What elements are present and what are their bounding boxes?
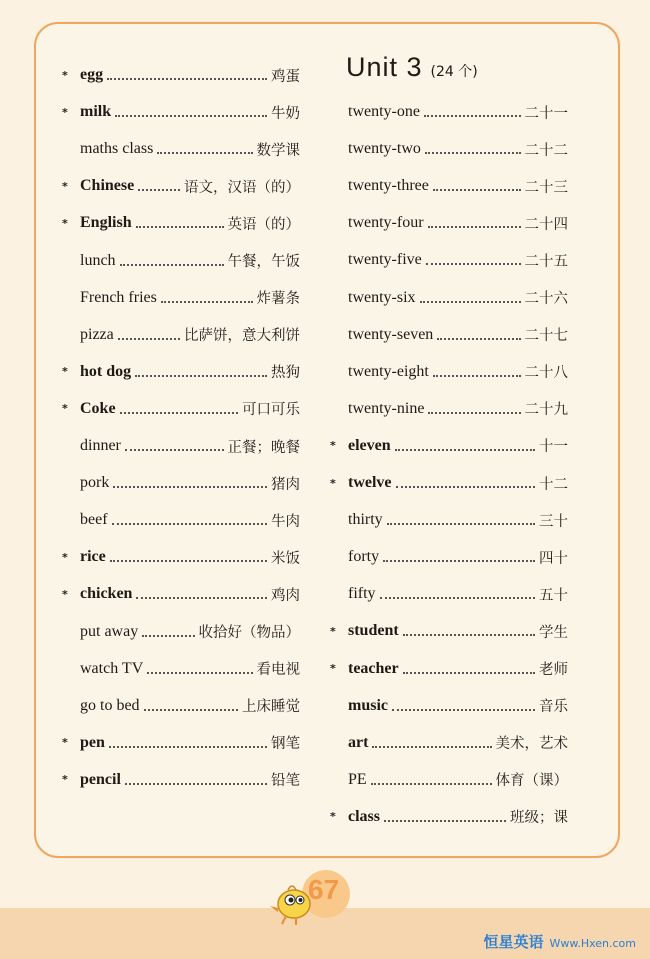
vocab-meaning: 鸡蛋 [271, 68, 300, 85]
required-word-star-icon: * [62, 365, 68, 379]
vocab-word: egg [80, 66, 104, 83]
vocab-entry [330, 99, 568, 125]
vocab-word: art [348, 733, 369, 751]
vocab-meaning: 牛肉 [271, 513, 300, 530]
vocab-word: chicken [80, 585, 133, 603]
dotted-leader [384, 820, 506, 822]
vocab-entry [62, 136, 300, 162]
vocab-entry [62, 433, 300, 459]
vocab-meaning: 午餐，午饭 [227, 254, 300, 270]
vocab-word: hot dog [80, 362, 132, 380]
dotted-leader [135, 375, 267, 377]
dotted-leader [403, 634, 535, 636]
vocab-meaning: 上床睡觉 [242, 699, 300, 716]
dotted-leader [428, 226, 521, 228]
required-word-star-icon: * [62, 550, 68, 564]
required-word-star-icon: * [62, 736, 68, 750]
vocab-entry [62, 62, 300, 88]
vocab-meaning: 钢笔 [271, 736, 300, 753]
dotted-leader [110, 560, 267, 562]
site-watermark [483, 931, 636, 952]
vocab-word: forty [348, 548, 380, 566]
vocab-word: twenty-nine [348, 399, 425, 417]
dotted-leader [125, 449, 224, 451]
vocab-word: milk [80, 103, 112, 121]
vocab-word: lunch [80, 251, 116, 269]
vocab-meaning: 学生 [539, 624, 568, 641]
dotted-leader [424, 115, 521, 117]
vocab-entry [330, 581, 568, 607]
unit-heading [346, 52, 478, 83]
vocab-meaning: 牛奶 [271, 105, 300, 122]
vocab-word: fifty [348, 585, 376, 603]
vocab-word: maths class [80, 140, 154, 158]
vocab-meaning: 猪肉 [271, 476, 300, 493]
vocab-word: twenty-seven [348, 325, 434, 343]
vocab-word: music [348, 696, 388, 714]
vocab-entry [330, 136, 568, 162]
required-word-star-icon: * [62, 402, 68, 416]
dotted-leader [392, 709, 535, 711]
unit-title: Unit 3 [346, 52, 423, 82]
vocab-meaning: 收拾好（物品） [198, 625, 300, 641]
dotted-leader [396, 486, 535, 488]
vocab-entry [330, 544, 568, 570]
dotted-leader [136, 597, 267, 599]
vocab-word: twenty-five [348, 251, 422, 269]
vocab-entry [62, 173, 300, 199]
vocab-entry [330, 285, 568, 311]
dotted-leader [113, 486, 267, 488]
dotted-leader [136, 226, 224, 228]
vocab-entry [330, 767, 568, 793]
vocab-word: put away [80, 622, 139, 640]
vocab-entry [62, 767, 300, 793]
vocab-entry [62, 396, 300, 422]
unit-word-count: (24 个) [430, 64, 478, 80]
vocab-meaning: 鸡肉 [271, 587, 300, 604]
vocab-entry [62, 248, 300, 274]
vocab-meaning: 班级；课 [510, 810, 568, 827]
vocab-meaning: 四十 [539, 550, 568, 567]
vocab-entry [330, 804, 568, 830]
vocab-meaning: 热狗 [271, 365, 300, 382]
vocab-word: pen [80, 733, 105, 751]
vocab-word: dinner [80, 437, 121, 454]
dotted-leader [157, 152, 252, 154]
dotted-leader [426, 263, 521, 265]
vocab-entry [62, 544, 300, 570]
vocab-meaning: 米饭 [271, 550, 300, 567]
vocab-word: twenty-one [348, 103, 420, 120]
required-word-star-icon: * [62, 216, 68, 230]
vocab-entry [330, 618, 568, 644]
vocab-entry [330, 210, 568, 236]
dotted-leader [420, 301, 521, 303]
vocab-word: pork [80, 474, 110, 492]
vocab-entry [62, 322, 300, 348]
vocab-word: French fries [80, 288, 157, 306]
vocab-meaning: 二十四 [524, 216, 568, 233]
vocab-entry [330, 173, 568, 199]
dotted-leader [437, 338, 520, 340]
dotted-leader [144, 709, 238, 711]
dotted-leader [125, 783, 267, 785]
vocab-entry [62, 581, 300, 607]
vocab-entry [62, 99, 300, 125]
required-word-star-icon: * [62, 179, 68, 193]
required-word-star-icon: * [330, 810, 336, 824]
vocab-meaning: 比萨饼，意大利饼 [184, 328, 300, 345]
dotted-leader [380, 597, 535, 599]
dotted-leader [109, 746, 267, 748]
vocab-word: go to bed [80, 696, 140, 714]
vocab-meaning: 老师 [539, 662, 568, 678]
required-word-star-icon: * [62, 105, 68, 119]
vocab-entry [62, 285, 300, 311]
required-word-star-icon: * [330, 439, 336, 453]
vocab-entry [62, 619, 300, 645]
vocab-word: twenty-eight [348, 362, 429, 380]
vocab-meaning: 美术，艺术 [495, 736, 568, 753]
vocab-meaning: 铅笔 [271, 773, 300, 790]
vocab-word: pizza [80, 325, 114, 343]
vocab-meaning: 英语（的） [227, 216, 300, 233]
vocab-meaning: 十二 [539, 476, 568, 493]
vocab-meaning: 二十七 [524, 328, 568, 345]
vocab-word: Chinese [80, 177, 135, 195]
vocab-word: pencil [80, 770, 121, 788]
dotted-leader [433, 375, 521, 377]
vocab-word: teacher [348, 659, 399, 677]
dotted-leader [118, 338, 180, 340]
vocab-meaning: 二十六 [524, 291, 568, 307]
dotted-leader [112, 523, 267, 525]
vocab-word: twenty-two [348, 140, 421, 158]
vocab-entry [330, 730, 568, 756]
dotted-leader [161, 301, 253, 303]
watermark-brand: 恒星英语 [483, 933, 544, 951]
vocab-entry [62, 730, 300, 756]
dotted-leader [383, 560, 535, 562]
vocab-entry [330, 693, 568, 719]
vocab-entry [62, 470, 300, 496]
vocab-entry [62, 359, 300, 385]
vocab-meaning: 语文，汉语（的） [184, 179, 300, 196]
vocab-entry [62, 210, 300, 236]
vocab-meaning: 五十 [539, 587, 568, 604]
vocab-meaning: 二十九 [524, 402, 568, 419]
vocab-word: twelve [348, 474, 392, 491]
vocab-meaning: 二十五 [524, 253, 568, 270]
vocab-entry [330, 247, 568, 273]
vocab-entry [330, 322, 568, 348]
vocab-meaning: 可口可乐 [242, 402, 300, 419]
vocab-word: twenty-six [348, 288, 416, 306]
vocab-word: class [348, 807, 380, 825]
vocab-meaning: 体育（课） [495, 773, 568, 790]
vocab-entry [330, 507, 568, 533]
vocab-word: eleven [348, 436, 391, 454]
vocab-word: watch TV [80, 659, 144, 677]
dotted-leader [120, 264, 224, 266]
vocab-meaning: 二十二 [524, 142, 568, 159]
dotted-leader [395, 449, 535, 451]
dotted-leader [403, 672, 535, 674]
vocab-meaning: 二十八 [524, 365, 568, 382]
dotted-leader [142, 635, 194, 637]
dotted-leader [387, 523, 535, 525]
dotted-leader [371, 783, 492, 785]
vocab-word: twenty-four [348, 214, 424, 232]
vocab-word: PE [348, 770, 367, 788]
vocab-word: thirty [348, 511, 383, 529]
dotted-leader [120, 412, 238, 414]
vocab-word: rice [80, 548, 106, 566]
dotted-leader [147, 672, 252, 674]
vocab-entry [62, 656, 300, 682]
vocab-entry [330, 433, 568, 459]
dotted-leader [372, 746, 491, 748]
required-word-star-icon: * [330, 624, 336, 638]
dotted-leader [433, 189, 521, 191]
vocab-meaning: 三十 [539, 513, 568, 530]
page-number: 67 [308, 874, 340, 905]
vocab-meaning: 看电视 [256, 662, 300, 679]
required-word-star-icon: * [62, 587, 68, 601]
vocab-word: English [80, 214, 132, 232]
vocab-meaning: 炸薯条 [256, 291, 300, 308]
dotted-leader [428, 412, 520, 414]
vocab-meaning: 正餐；晚餐 [227, 439, 300, 456]
vocab-entry [330, 396, 568, 422]
dotted-leader [107, 78, 267, 80]
vocab-entry [62, 507, 300, 533]
vocab-meaning: 数学课 [256, 142, 300, 159]
vocab-entry [330, 359, 568, 385]
vocab-entry [62, 693, 300, 719]
vocab-meaning: 二十一 [524, 105, 568, 122]
required-word-star-icon: * [330, 476, 336, 490]
vocab-word: beef [80, 511, 108, 529]
dotted-leader [425, 152, 521, 154]
required-word-star-icon: * [62, 773, 68, 787]
vocab-entry [330, 656, 568, 682]
vocab-word: Coke [80, 399, 116, 417]
vocab-word: twenty-three [348, 177, 429, 195]
dotted-leader [115, 115, 267, 117]
required-word-star-icon: * [62, 68, 68, 82]
vocab-meaning: 音乐 [539, 699, 568, 716]
vocab-meaning: 十一 [539, 439, 568, 456]
watermark-url: Www.Hxen.com [549, 937, 636, 950]
vocab-entry [330, 470, 568, 496]
vocab-word: student [348, 622, 399, 640]
vocab-meaning: 二十三 [524, 179, 568, 196]
required-word-star-icon: * [330, 662, 336, 675]
dotted-leader [138, 189, 180, 191]
